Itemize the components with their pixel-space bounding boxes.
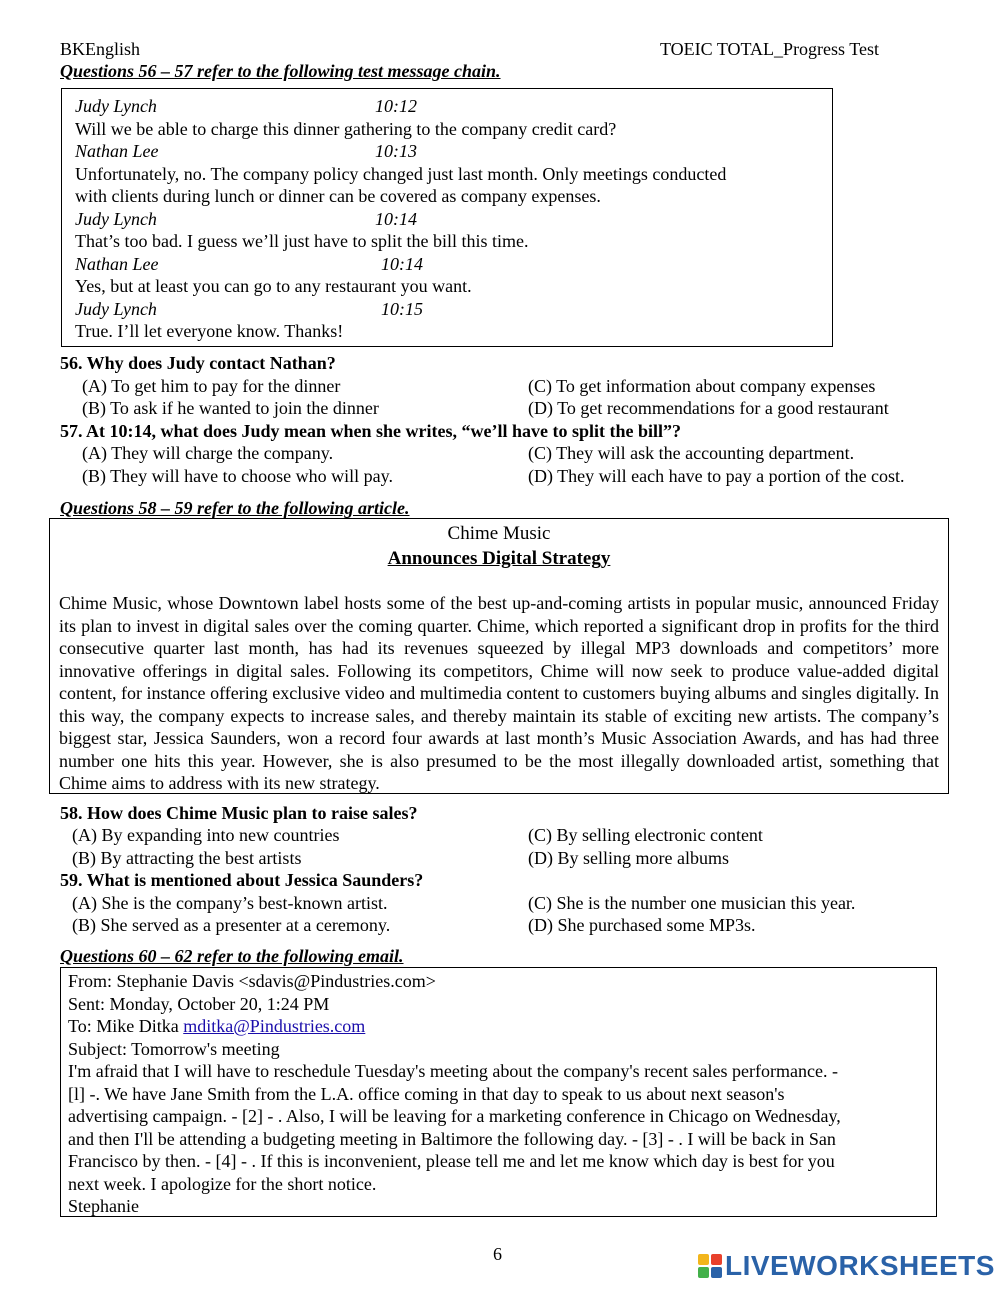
question-59: 59. What is mentioned about Jessica Saunders?	[60, 870, 424, 890]
speaker-name: Judy Lynch	[75, 96, 157, 116]
email-line: [l] -. We have Jane Smith from the L.A. office coming in that day to speak to us about next season's	[68, 1083, 785, 1104]
article-body: Chime Music, whose Downtown label hosts some of the best up-and-coming artists in popular music, announced Friday its plan to invest in digital sales over the coming quarter. Chime, which reported a significant drop in profits for the third consecutive quarter last month, has had its revenues squeezed by illegal MP3 downloads and competitors’ more innovative offerings in digital sales. Following its competitors, Chime will now seek to produce value-added digital content, for instance offering exclusive video and multimedia content to customers buying albums and singles digitally. In this way, the company expects to increase sales, and thereby maintain its stable of exciting new artists. The company’s biggest star, Jessica Saunders, won a record four awards at last month’s Music Association Awards, and has had three number one hits this year. However, she is also presumed to be the most illegally downloaded artist, something that Chime aims to address with its new strategy.	[59, 593, 939, 793]
message-time: 10:12	[375, 96, 417, 116]
section2-heading: Questions 58 – 59 refer to the following article.	[60, 498, 410, 518]
email-to	[68, 1015, 928, 1038]
q58-option-c[interactable]: (C) By selling electronic content	[528, 825, 763, 845]
speaker-name: Judy Lynch	[75, 298, 157, 319]
liveworksheets-logo-text: LIVEWORKSHEETS	[725, 1249, 995, 1281]
message-time: 10:14	[381, 253, 423, 274]
message-header	[75, 95, 825, 118]
message-header	[75, 298, 825, 321]
header-right: TOEIC TOTAL_Progress Test	[660, 39, 879, 59]
email-line: Francisco by then. - [4] - . If this is inconvenient, please tell me and let me know which day is best for you	[68, 1151, 835, 1171]
email-line: I'm afraid that I will have to reschedule Tuesday's meeting about the company's recent sales performance. -	[68, 1061, 838, 1081]
q57-option-a[interactable]: (A) They will charge the company.	[82, 443, 334, 463]
question-58: 58. How does Chime Music plan to raise sales?	[60, 803, 418, 823]
email-line: and then I'll be attending a budgeting meeting in Baltimore the following day. - [3] - . I will be back in San	[68, 1128, 836, 1149]
email-subject: Subject: Tomorrow's meeting	[68, 1038, 280, 1059]
message-text: Will we be able to charge this dinner gathering to the company credit card?	[75, 118, 617, 139]
message-chain-box	[61, 88, 833, 347]
message-text: That’s too bad. I guess we’ll just have to split the bill this time.	[75, 231, 529, 251]
email-signature: Stephanie	[68, 1196, 139, 1216]
q57-option-d[interactable]: (D) They will each have to pay a portion of the cost.	[528, 466, 905, 486]
message-text: with clients during lunch or dinner can be covered as company expenses.	[75, 186, 601, 206]
speaker-name: Nathan Lee	[75, 253, 159, 274]
message-time: 10:13	[375, 141, 417, 161]
article-subtitle: Announces Digital Strategy	[387, 548, 611, 569]
message-text: True. I’ll let everyone know. Thanks!	[75, 321, 344, 341]
q58-option-a[interactable]: (A) By expanding into new countries	[72, 825, 340, 845]
page-number: 6	[493, 1244, 502, 1264]
q59-option-d[interactable]: (D) She purchased some MP3s.	[528, 915, 756, 935]
article-box	[49, 518, 949, 794]
message-text: Unfortunately, no. The company policy changed just last month. Only meetings conducted	[75, 163, 727, 184]
speaker-name: Judy Lynch	[75, 208, 157, 229]
email-line: advertising campaign. - [2] - . Also, I will be leaving for a marketing conference in Chicago on Wednesday,	[68, 1106, 841, 1126]
speaker-name: Nathan Lee	[75, 141, 159, 161]
question-56: 56. Why does Judy contact Nathan?	[60, 353, 336, 373]
q56-option-c[interactable]: (C) To get information about company expenses	[528, 376, 876, 396]
email-sent: Sent: Monday, October 20, 1:24 PM	[68, 993, 330, 1014]
message-header	[75, 140, 825, 163]
q59-option-c[interactable]: (C) She is the number one musician this year.	[528, 893, 856, 913]
q57-option-c[interactable]: (C) They will ask the accounting department.	[528, 443, 855, 463]
section1-heading: Questions 56 – 57 refer to the following test message chain.	[60, 61, 501, 81]
q56-option-d[interactable]: (D) To get recommendations for a good restaurant	[528, 398, 889, 418]
message-time: 10:14	[375, 208, 417, 229]
email-to-label: To: Mike Ditka	[68, 1016, 184, 1036]
q57-option-b[interactable]: (B) They will have to choose who will pay.	[82, 466, 393, 486]
email-to-link[interactable]: mditka@Pindustries.com	[183, 1016, 366, 1036]
liveworksheets-logo-icon	[698, 1254, 722, 1278]
q59-option-b[interactable]: (B) She served as a presenter at a ceremony.	[72, 915, 391, 935]
q58-option-d[interactable]: (D) By selling more albums	[528, 848, 729, 868]
q56-option-a[interactable]: (A) To get him to pay for the dinner	[82, 376, 341, 396]
section3-heading: Questions 60 – 62 refer to the following email.	[60, 946, 404, 966]
liveworksheets-logo[interactable]	[698, 1249, 995, 1281]
message-time: 10:15	[381, 298, 423, 319]
question-57: 57. At 10:14, what does Judy mean when she writes, “we’ll have to split the bill”?	[60, 421, 682, 441]
email-box	[60, 967, 937, 1217]
q58-option-b[interactable]: (B) By attracting the best artists	[72, 848, 302, 868]
message-text: Yes, but at least you can go to any restaurant you want.	[75, 276, 472, 296]
email-line: next week. I apologize for the short notice.	[68, 1173, 377, 1194]
email-from: From: Stephanie Davis <sdavis@Pindustries.com>	[68, 971, 436, 991]
message-header	[75, 253, 825, 276]
q59-option-a[interactable]: (A) She is the company’s best-known artist.	[72, 893, 388, 913]
q56-option-b[interactable]: (B) To ask if he wanted to join the dinner	[82, 398, 379, 418]
message-header	[75, 208, 825, 231]
header-left: BKEnglish	[60, 39, 141, 59]
article-title: Chime Music	[447, 523, 551, 544]
